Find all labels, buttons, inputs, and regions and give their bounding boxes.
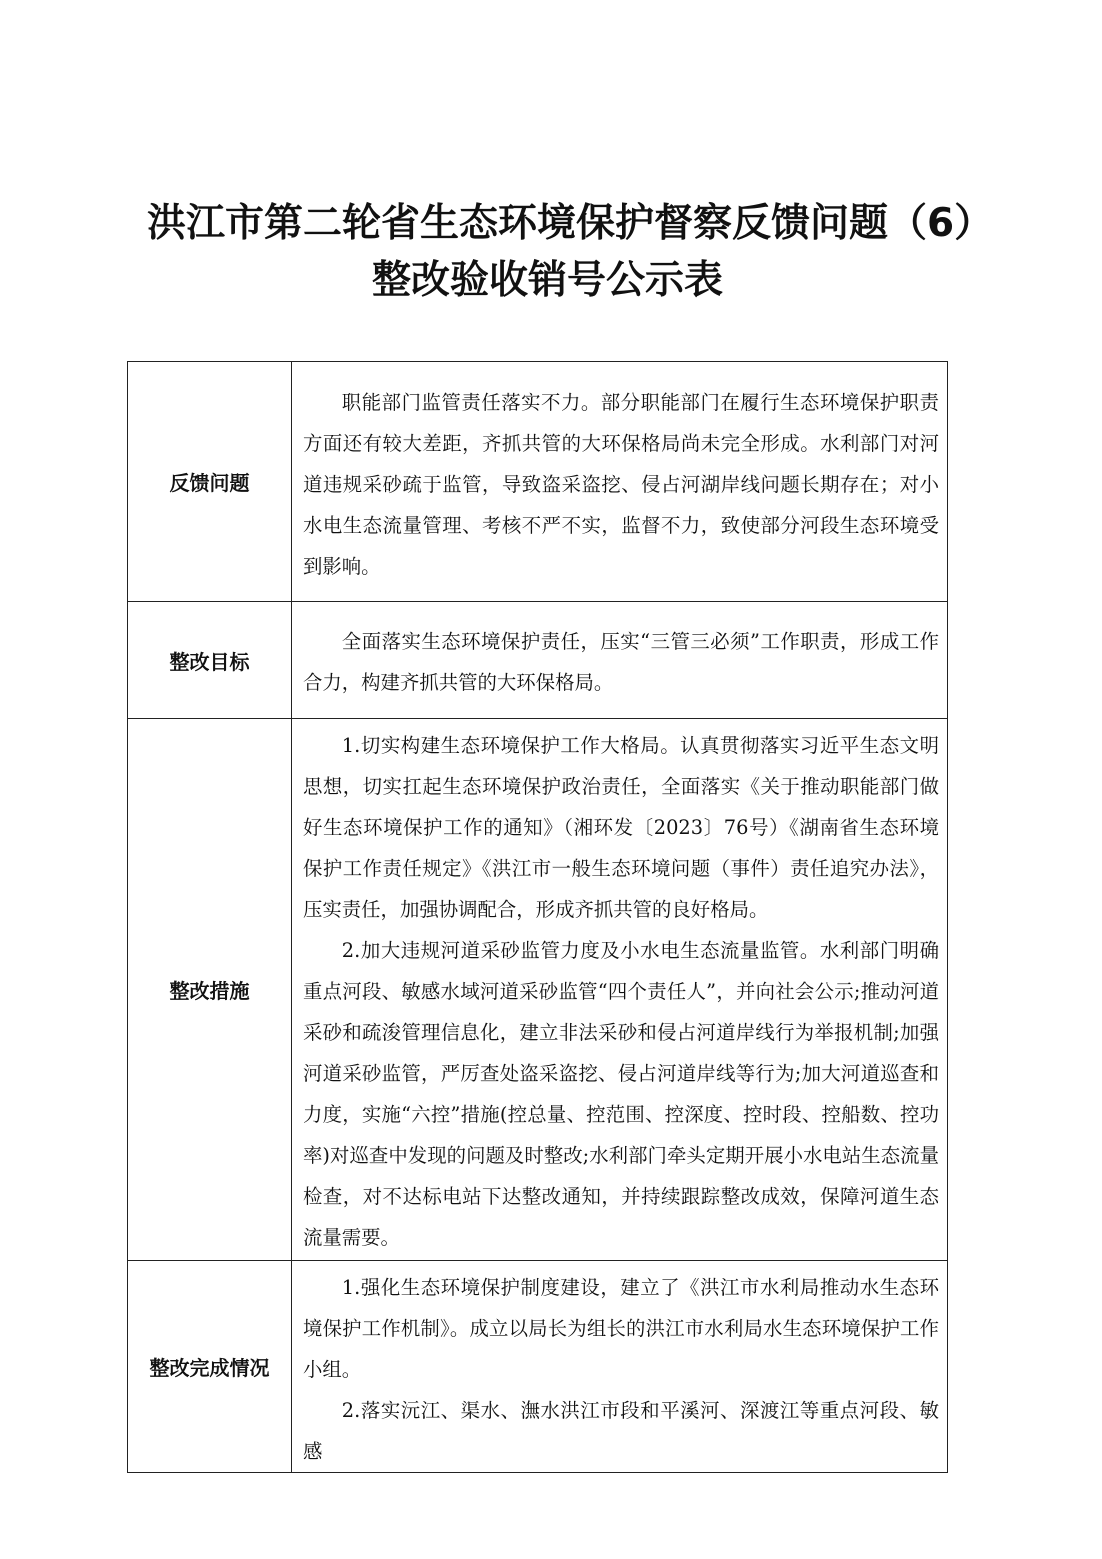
content-paragraph: 职能部门监管责任落实不力。部分职能部门在履行生态环境保护职责方面还有较大差距，齐抓共管的大环保格局尚未完全形成。水利部门对河道违规采砂疏于监管，导致盗采盗挖、侵占河湖岸线问题长期存在；对小水电生态流量管理、考核不严不实，监督不力，致使部分河段生态环境受到影响。 xyxy=(303,391,939,578)
table-row-completion-status xyxy=(128,1261,948,1473)
row-content-rectification-goal xyxy=(292,602,948,719)
row-content-feedback-problem xyxy=(292,362,948,602)
content-paragraph: 2.落实沅江、渠水、潕水洪江市段和平溪河、深渡江等重点河段、敏感 xyxy=(303,1399,939,1463)
content-paragraph: 1.切实构建生态环境保护工作大格局。认真贯彻落实习近平生态文明思想，切实扛起生态环境保护政治责任，全面落实《关于推动职能部门做好生态环境保护工作的通知》（湘环发〔2023〕76号）《湖南省生态环境保护工作责任规定》《洪江市一般生态环境问题（事件）责任追究办法》，压实责任，加强协调配合，形成齐抓共管的良好格局。 xyxy=(303,734,939,921)
row-content-completion-status xyxy=(292,1261,948,1473)
table-row-feedback-problem xyxy=(128,362,948,602)
document-title-line-1: 洪江市第二轮省生态环境保护督察反馈问题（6） xyxy=(147,201,994,246)
table-row-rectification-measures xyxy=(128,719,948,1261)
content-paragraph: 1.强化生态环境保护制度建设，建立了《洪江市水利局推动水生态环境保护工作机制》。成立以局长为组长的洪江市水利局水生态环境保护工作小组。 xyxy=(303,1276,939,1381)
row-label-rectification-goal: 整改目标 xyxy=(128,602,292,719)
content-paragraph: 2.加大违规河道采砂监管力度及小水电生态流量监管。水利部门明确重点河段、敏感水域河道采砂监管“四个责任人”，并向社会公示;推动河道采砂和疏浚管理信息化，建立非法采砂和侵占河道岸线行为举报机制;加强河道采砂监管，严厉查处盗采盗挖、侵占河道岸线等行为;加大河道巡查和力度，实施“六控”措施(控总量、控范围、控深度、控时段、控船数、控功率)对巡查中发现的问题及时整改;水利部门牵头定期开展小水电站生态流量检查，对不达标电站下达整改通知，并持续跟踪整改成效，保障河道生态流量需要。 xyxy=(303,939,939,1249)
row-label-rectification-measures: 整改措施 xyxy=(128,719,292,1261)
row-label-feedback-problem: 反馈问题 xyxy=(128,362,292,602)
row-content-rectification-measures xyxy=(292,719,948,1261)
table-row-rectification-goal xyxy=(128,602,948,719)
document-title-line-2: 整改验收销号公示表 xyxy=(372,258,724,303)
content-paragraph: 全面落实生态环境保护责任，压实“三管三必须”工作职责，形成工作合力，构建齐抓共管的大环保格局。 xyxy=(303,630,939,694)
rectification-table xyxy=(127,361,948,1473)
row-label-completion-status: 整改完成情况 xyxy=(128,1261,292,1473)
